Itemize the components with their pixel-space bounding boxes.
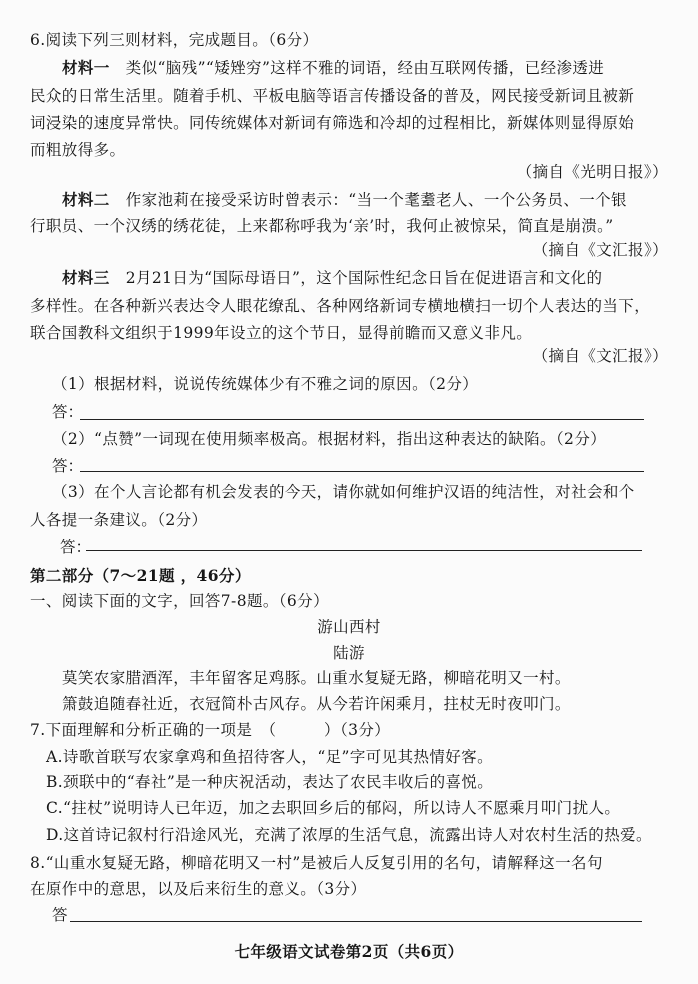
q6-sub-question-1: （1）根据材料，说说传统媒体少有不雅之词的原因。（2分） — [52, 375, 479, 393]
q8-stem-line-1: 8.“山重水复疑无路，柳暗花明又一村”是被后人反复引用的名句，请解释这一名句 — [30, 854, 603, 872]
material-1-label: 材料一 — [62, 58, 110, 77]
material-1-line-2: 民众的日常生活里。随着手机、平板电脑等语言传播设备的普及，网民接受新词且被新 — [30, 87, 635, 105]
page-footer: 七年级语文试卷第2页（共6页） — [234, 942, 464, 961]
q7-option-a[interactable]: A.诗歌首联写农家拿鸡和鱼招待客人，“足”字可见其热情好客。 — [46, 748, 493, 766]
material-3-text-1: 2月21日为“国际母语日”，这个国际性纪念日旨在促进语言和文化的 — [125, 269, 603, 287]
q6-sub-question-3-line-1: （3）在个人言论都有机会发表的今天，请你就如何维护汉语的纯洁性，对社会和个 — [52, 483, 635, 501]
material-3-line-3: 联合国教科文组织于1999年设立的这个节日，显得前瞻而又意义非凡。 — [30, 324, 533, 342]
q6-sub-question-2: （2）“点赞”一词现在使用频率极高。根据材料，指出这种表达的缺陷。（2分） — [52, 430, 607, 448]
q8-stem-line-2: 在原作中的意思，以及后来衍生的意义。（3分） — [30, 880, 367, 898]
material-1-text-1: 类似“脑残”“矮矬穷”这样不雅的词语，经由互联网传播，已经渗透进 — [125, 59, 605, 77]
material-1-line-4: 而粗放得多。 — [30, 141, 126, 159]
poem-author: 陆游 — [333, 644, 365, 662]
q6-title: 6.阅读下列三则材料，完成题目。（6分） — [30, 31, 319, 49]
q7-option-d[interactable]: D.这首诗记叙村行沿途风光，充满了浓厚的生活气息，流露出诗人对农村生活的热爱。 — [46, 826, 652, 844]
material-2-source: （摘自《文汇报》） — [532, 241, 668, 259]
material-3-source: （摘自《文汇报》） — [532, 347, 668, 365]
material-1-source: （摘自《光明日报》） — [516, 163, 668, 181]
poem-line-1: 莫笑农家腊酒浑，丰年留客足鸡豚。山重水复疑无路，柳暗花明又一村。 — [62, 669, 571, 687]
answer-field-3[interactable] — [86, 550, 642, 551]
q7-stem: 7.下面理解和分析正确的一项是 （ ）（3分） — [30, 721, 391, 739]
q8-answer-label: 答 — [52, 906, 68, 924]
material-3-line-1 — [62, 268, 602, 288]
poem-title: 游山西村 — [317, 618, 381, 636]
answer-label-3: 答： — [60, 538, 92, 556]
poem-line-2: 箫鼓追随春社近，衣冠简朴古风存。从今若许闲乘月，拄杖无时夜叩门。 — [62, 695, 571, 713]
material-2-line-1 — [62, 190, 627, 210]
q8-answer-field[interactable] — [70, 921, 642, 922]
answer-label-2: 答： — [52, 457, 84, 475]
q7-option-c[interactable]: C.“拄杖”说明诗人已年迈，加之去职回乡后的郁闷，所以诗人不愿乘月叩门扰人。 — [46, 799, 621, 817]
answer-field-1[interactable] — [80, 419, 644, 420]
section-1-instruction: 一、阅读下面的文字，回答7-8题。（6分） — [30, 592, 329, 610]
answer-label-1: 答： — [52, 403, 84, 421]
material-1-line-1 — [62, 58, 604, 78]
q6-sub-question-3-line-2: 人各提一条建议。（2分） — [30, 511, 208, 529]
material-1-line-3: 词浸染的速度异常快。同传统媒体对新词有筛选和冷却的过程相比，新媒体则显得原始 — [30, 114, 635, 132]
part-2-heading: 第二部分（7～21题 ，46分） — [30, 566, 251, 585]
material-3-label: 材料三 — [62, 268, 110, 287]
q7-option-b[interactable]: B.颈联中的“春社”是一种庆祝活动，表达了农民丰收后的喜悦。 — [46, 773, 494, 791]
material-2-label: 材料二 — [62, 190, 110, 209]
material-2-line-2: 行职员、一个汉绣的绣花徒，上来都称呼我为‘亲’时，我何止被惊呆，简直是崩溃。” — [30, 217, 614, 235]
material-3-line-2: 多样性。在各种新兴表达令人眼花缭乱、各种网络新词专横地横扫一切个人表达的当下， — [30, 297, 651, 315]
answer-field-2[interactable] — [80, 471, 644, 472]
material-2-text-1: 作家池莉在接受采访时曾表示：“当一个耄耋老人、一个公务员、一个银 — [125, 191, 627, 209]
